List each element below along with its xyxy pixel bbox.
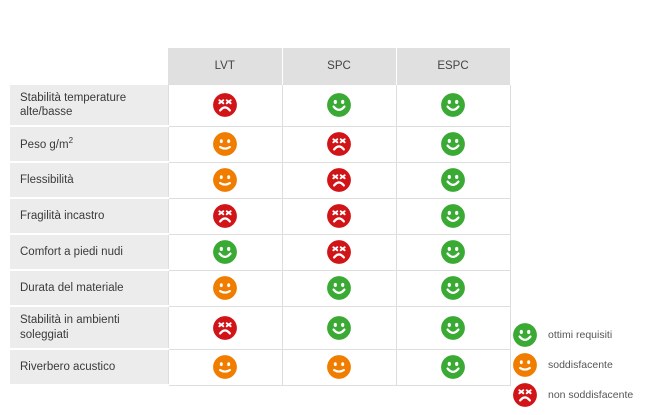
rating-cell-lvt	[168, 306, 282, 349]
column-header-lvt: LVT	[168, 48, 282, 85]
row-label: Stabilità temperature alte/basse	[10, 85, 168, 127]
rating-cell-lvt	[168, 270, 282, 306]
table-row	[10, 85, 510, 127]
row-label: Riverbero acustico	[10, 349, 168, 385]
face-bad-icon	[326, 239, 352, 265]
rating-cell-spc	[282, 85, 396, 127]
legend-item-label: ottimi requisiti	[548, 329, 613, 341]
rating-cell-lvt	[168, 162, 282, 198]
face-bad-icon	[326, 203, 352, 229]
rating-cell-spc	[282, 198, 396, 234]
row-label: Comfort a piedi nudi	[10, 234, 168, 270]
rating-cell-espc	[396, 85, 510, 127]
face-good-icon	[440, 131, 466, 157]
legend-item	[512, 350, 642, 380]
face-ok-icon	[212, 354, 238, 380]
rating-cell-espc	[396, 234, 510, 270]
face-good-icon	[440, 315, 466, 341]
rating-cell-espc	[396, 349, 510, 385]
rating-cell-spc	[282, 126, 396, 162]
rating-cell-espc	[396, 306, 510, 349]
rating-cell-spc	[282, 162, 396, 198]
comparison-table	[10, 48, 511, 386]
face-bad-icon	[212, 315, 238, 341]
rating-cell-lvt	[168, 349, 282, 385]
table-row	[10, 126, 510, 162]
face-good-icon	[326, 315, 352, 341]
rating-cell-spc	[282, 306, 396, 349]
column-header-spc: SPC	[282, 48, 396, 85]
face-ok-icon	[512, 352, 538, 378]
row-label: Stabilità in ambienti soleggiati	[10, 306, 168, 349]
face-ok-icon	[212, 131, 238, 157]
legend	[512, 320, 642, 410]
legend-item-label: non soddisfacente	[548, 389, 634, 401]
rating-cell-espc	[396, 198, 510, 234]
rating-cell-espc	[396, 270, 510, 306]
face-bad-icon	[212, 203, 238, 229]
legend-item	[512, 320, 642, 350]
face-good-icon	[326, 92, 352, 118]
column-header-espc: ESPC	[396, 48, 510, 85]
face-good-icon	[440, 239, 466, 265]
rating-cell-spc	[282, 349, 396, 385]
face-good-icon	[440, 203, 466, 229]
row-label-line2: alte/basse	[20, 105, 73, 118]
face-good-icon	[440, 275, 466, 301]
rating-cell-lvt	[168, 198, 282, 234]
table-header-row	[10, 48, 510, 85]
row-label: Peso $g/m^2$	[10, 126, 168, 162]
table-row	[10, 349, 510, 385]
row-label: Flessibilità	[10, 162, 168, 198]
rating-cell-lvt	[168, 126, 282, 162]
face-good-icon	[440, 354, 466, 380]
face-good-icon	[440, 92, 466, 118]
face-bad-icon	[326, 131, 352, 157]
table-row	[10, 270, 510, 306]
legend-item	[512, 380, 642, 410]
face-ok-icon	[212, 167, 238, 193]
rating-cell-espc	[396, 126, 510, 162]
row-label: Fragilità incastro	[10, 198, 168, 234]
rating-cell-espc	[396, 162, 510, 198]
table-row	[10, 306, 510, 349]
face-ok-icon	[326, 354, 352, 380]
face-bad-icon	[326, 167, 352, 193]
row-label-line2: soleggiati	[20, 328, 69, 341]
row-label: Durata del materiale	[10, 270, 168, 306]
unit-superscript: 2	[68, 136, 74, 146]
face-good-icon	[440, 167, 466, 193]
table-row	[10, 198, 510, 234]
legend-item-label: soddisfacente	[548, 359, 613, 371]
face-ok-icon	[212, 275, 238, 301]
face-good-icon	[212, 239, 238, 265]
table-row	[10, 162, 510, 198]
face-bad-icon	[212, 92, 238, 118]
face-bad-icon	[512, 382, 538, 408]
rating-cell-lvt	[168, 234, 282, 270]
header-corner	[10, 48, 168, 85]
rating-cell-lvt	[168, 85, 282, 127]
rating-cell-spc	[282, 270, 396, 306]
face-good-icon	[326, 275, 352, 301]
rating-cell-spc	[282, 234, 396, 270]
table-row	[10, 234, 510, 270]
face-good-icon	[512, 322, 538, 348]
